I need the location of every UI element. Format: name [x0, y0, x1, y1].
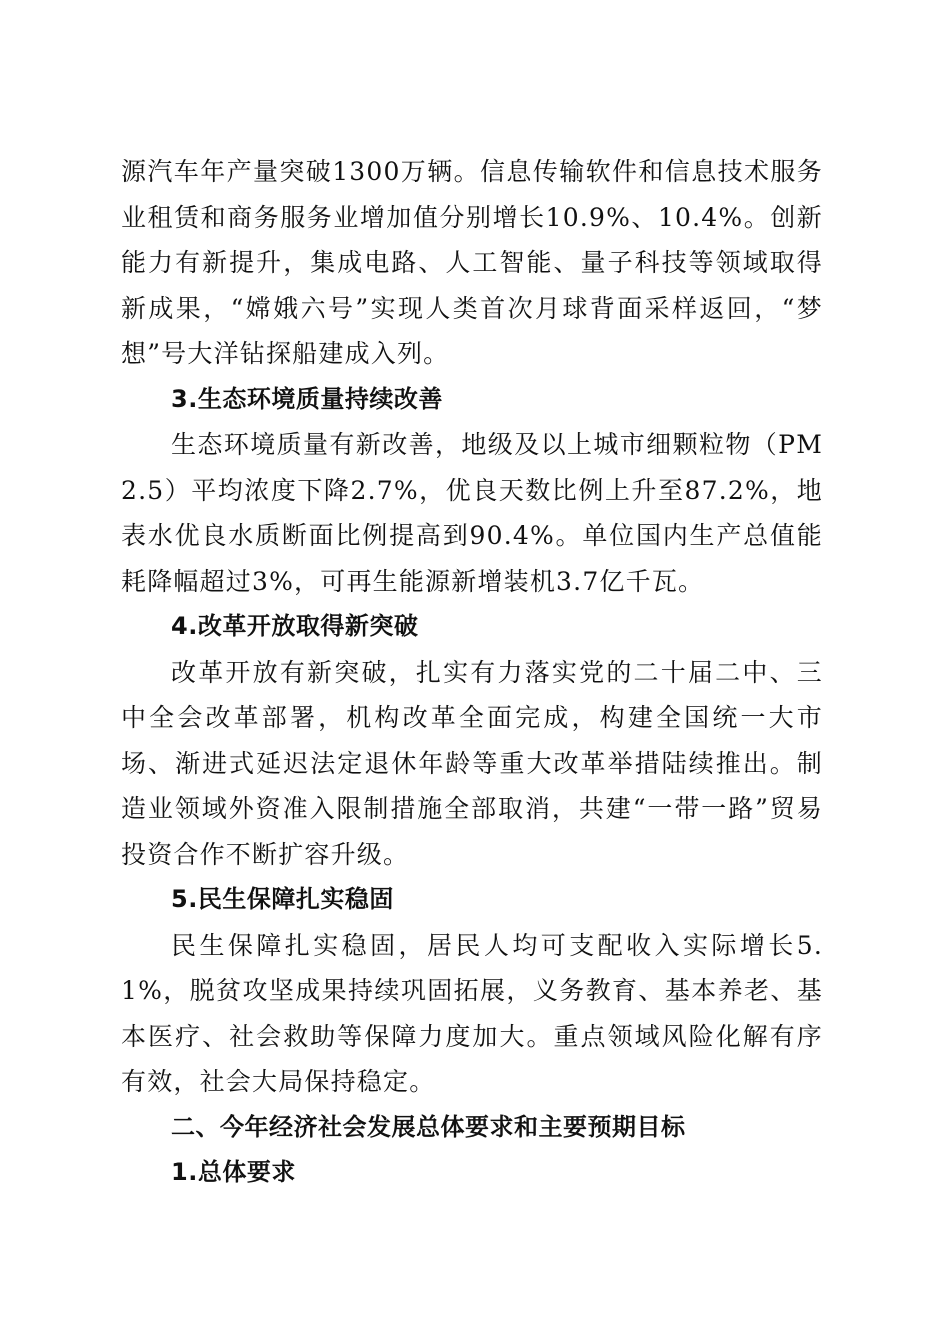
paragraph-reform: 改革开放有新突破，扎实有力落实党的二十届二中、三中全会改革部署，机构改革全面完成，构建全国统一大市场、渐进式延迟法定退休年龄等重大改革举措陆续推出。制造业领域外资准入限制措施全部取消，共建“一带一路”贸易投资合作不断扩容升级。 — [121, 657, 823, 869]
document-body — [121, 149, 823, 1196]
section-heading-ecology: 3.生态环境质量持续改善 — [171, 384, 443, 413]
paragraph-ecology: 生态环境质量有新改善，地级及以上城市细颗粒物（PM2.5）平均浓度下降2.7%，优良天数比例上升至87.2%，地表水优良水质断面比例提高到90.4%。单位国内生产总值能耗降幅超过3%，可再生能源新增装机3.7亿千瓦。 — [121, 430, 823, 596]
paragraph-production-innovation: 源汽车年产量突破1300万辆。信息传输软件和信息技术服务业租赁和商务服务业增加值分别增长10.9%、10.4%。创新能力有新提升，集成电路、人工智能、量子科技等领域取得新成果，“嫦娥六号”实现人类首次月球背面采样返回，“梦想”号大洋钻探船建成入列。 — [121, 157, 823, 368]
section-heading-livelihood: 5.民生保障扎实稳固 — [171, 885, 394, 913]
section-heading-reform: 4.改革开放取得新突破 — [171, 612, 419, 640]
paragraph-livelihood: 民生保障扎实稳固，居民人均可支配收入实际增长5.1%，脱贫攻坚成果持续巩固拓展，义务教育、基本养老、基本医疗、社会救助等保障力度加大。重点领域风险化解有序有效，社会大局保持稳定。 — [121, 930, 823, 1096]
section-heading-general-requirements: 1.总体要求 — [171, 1158, 296, 1186]
chapter-heading-goals: 二、今年经济社会发展总体要求和主要预期目标 — [171, 1112, 686, 1141]
